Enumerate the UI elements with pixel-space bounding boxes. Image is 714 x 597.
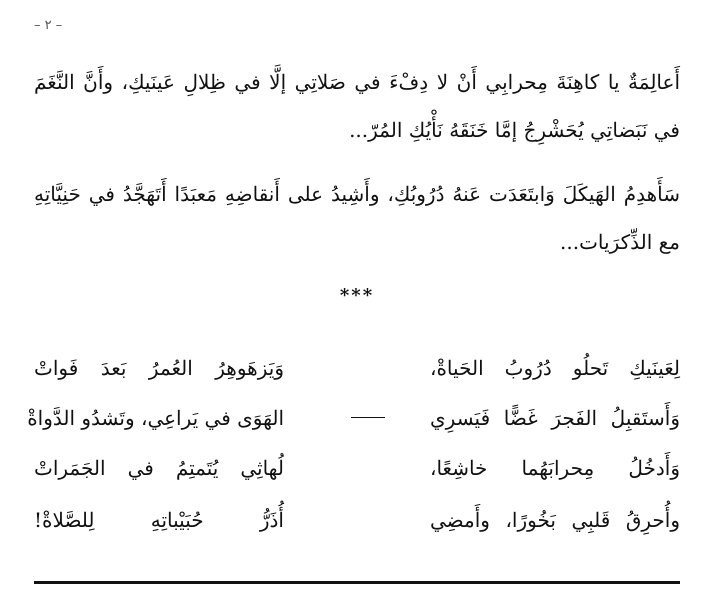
section-separator: *** <box>339 285 375 306</box>
verse-second-hemistich: وَيَزهَوهِرُ العُمرُ بَعدَ فَواتْ <box>34 356 284 380</box>
prose-paragraph-1: أَعالِمَةٌ يا كاهِنَةَ مِحرابِي أَنْ لا دِفْءَ في صَلاتِي إلَّا في ظِلالِ عَينَيكِ، وأَنَّ النَّغَمَ في نَبَضاتِي يُحَشْرِجُ إمَّا خَنَقَهُ نَأْيُكِ المُرّ... <box>34 70 681 142</box>
enjambment-dash <box>351 417 385 418</box>
verse-second-hemistich: لُهاثِي يُتَمتِمُ في الجَمَراتْ <box>34 456 284 480</box>
verse-first-hemistich: وَأَستَقبِلُ الفَجرَ غَضًّا فَيَسرِي <box>430 406 680 430</box>
verse-second-hemistich: أُذَرُّ حُبَيْباتِهِ لِلصَّلاةْ! <box>34 508 284 532</box>
verse-first-hemistich: وَأَدخُلُ مِحرابَهُما خاشِعًا، <box>430 456 680 480</box>
verse-second-hemistich: الهَوَى في يَراعِي، وتَشدُو الدَّواةْ <box>27 406 284 430</box>
poem-verse-1 <box>34 348 680 388</box>
page-bottom-rule <box>34 581 680 584</box>
verse-first-hemistich: وأُحرِقُ قَلبِي بَخُورًا، وأَمضِي <box>430 508 680 532</box>
prose-paragraph-2: سَأَهدِمُ الهَيكَلَ وَابتَعَدَت عَنهُ دُرُوبُكِ، وأَشِيدُ على أَنقاضِهِ مَعبَدًا أَتَهَجَّدُ في حَنِيَّاتِهِ مع الذِّكرَيات... <box>34 182 680 254</box>
page-number: – ٢ – <box>34 18 63 33</box>
verse-first-hemistich: لِعَينَيكِ تَحلُو دُرُوبُ الحَياةْ، <box>430 356 680 380</box>
poem-verse-2 <box>27 398 680 438</box>
poem-verse-3 <box>34 448 680 488</box>
poem-verse-4 <box>34 500 680 540</box>
